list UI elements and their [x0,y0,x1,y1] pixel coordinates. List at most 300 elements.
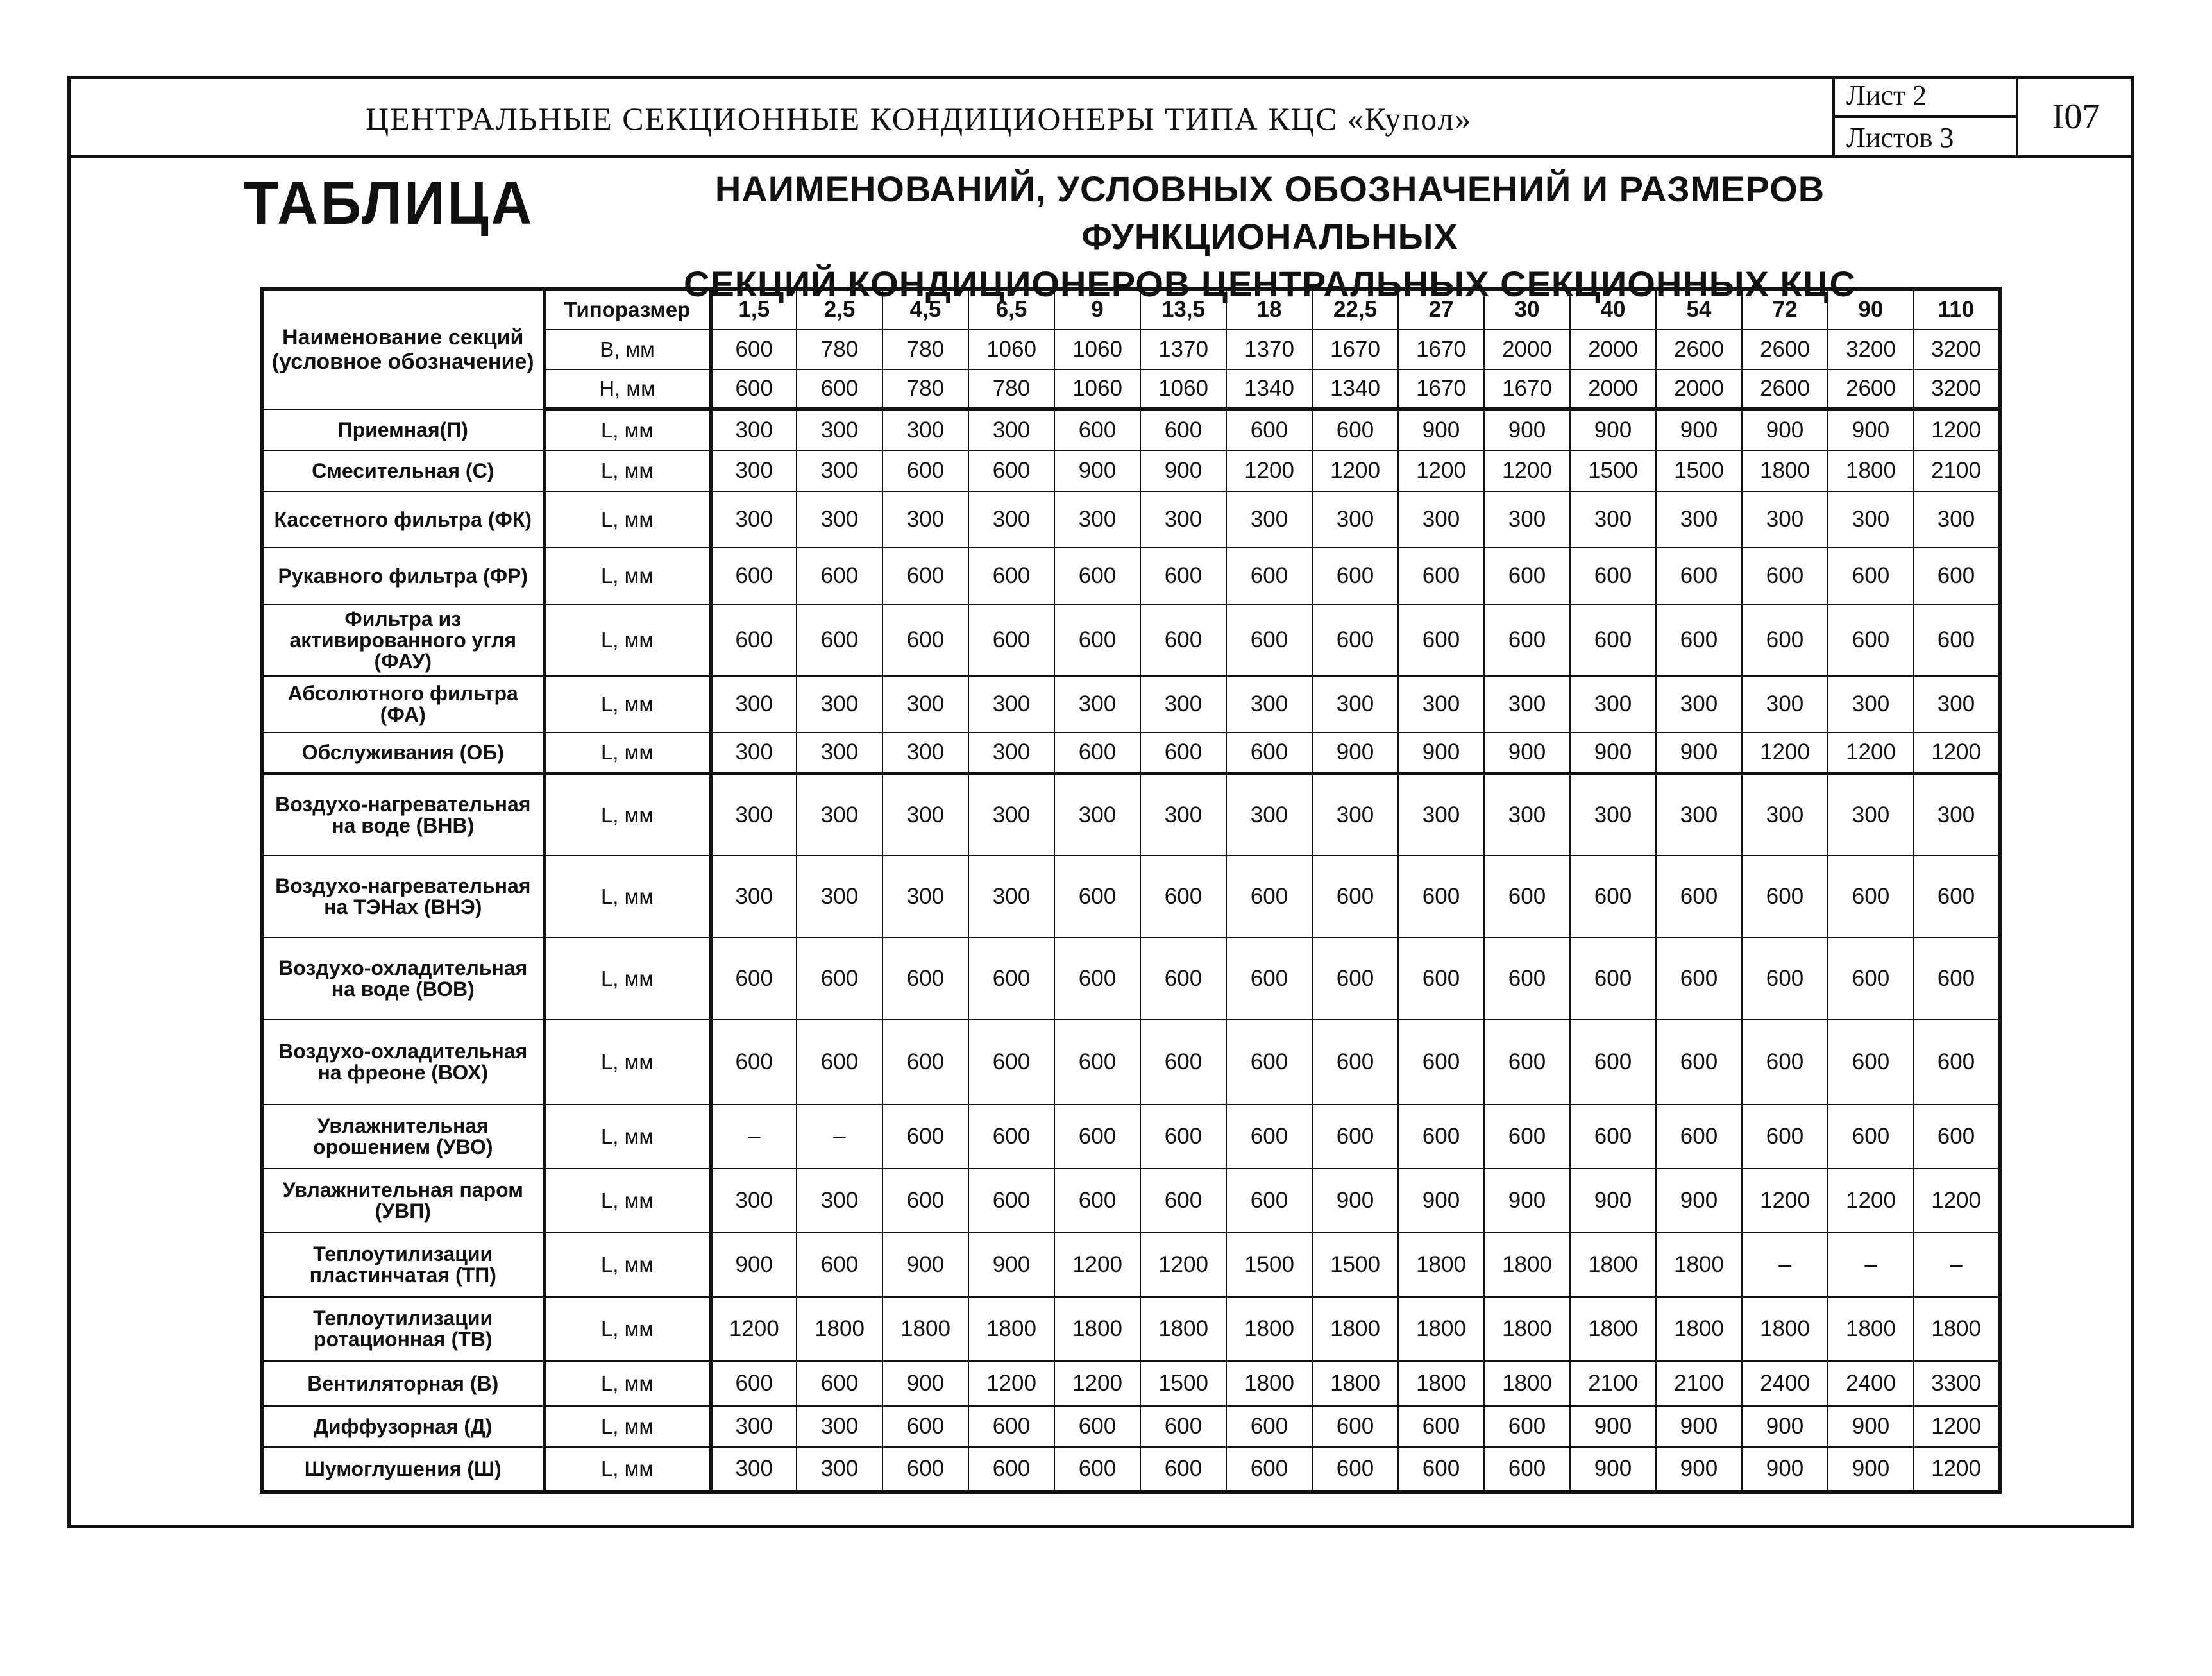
length-cell: 600 [1484,856,1570,938]
section-name: Обслуживания (ОБ) [262,732,544,774]
length-cell: 600 [1828,856,1914,938]
length-cell: – [1742,1233,1828,1297]
length-cell: 600 [1656,1105,1742,1169]
length-cell: 1200 [1398,450,1484,491]
width-cell: 2000 [1570,330,1656,369]
length-cell: 600 [1140,1105,1226,1169]
table-row [262,856,2000,938]
length-cell: 900 [1570,1406,1656,1447]
length-cell: 600 [1054,1169,1140,1233]
size-header: 110 [1914,289,2000,330]
length-cell: 300 [711,774,797,856]
length-cell: 600 [1054,938,1140,1020]
length-cell: 600 [711,1361,797,1406]
unit-label: L, мм [544,732,711,774]
table-row [262,938,2000,1020]
length-cell: 600 [882,604,968,676]
length-cell: 300 [968,491,1054,548]
length-cell: 300 [1570,676,1656,732]
length-cell: 1800 [1484,1233,1570,1297]
table-row [262,491,2000,548]
length-cell: 300 [711,1169,797,1233]
length-cell: 300 [797,491,882,548]
length-cell: 600 [968,604,1054,676]
length-cell: 600 [1140,1020,1226,1105]
length-cell: 600 [882,1020,968,1105]
width-cell: 2600 [1742,330,1828,369]
length-cell: 1800 [1226,1361,1312,1406]
length-cell: 1800 [1054,1297,1140,1361]
length-cell: 600 [1312,409,1398,450]
size-header: 1,5 [711,289,797,330]
length-cell: 600 [1226,732,1312,774]
length-cell: 600 [968,1020,1054,1105]
length-cell: 600 [797,1233,882,1297]
length-cell: 600 [711,548,797,604]
length-cell: 300 [1914,676,2000,732]
table-row [262,1406,2000,1447]
table-row [262,450,2000,491]
length-cell: 600 [1484,938,1570,1020]
length-cell: 600 [1914,938,2000,1020]
length-cell: 600 [882,938,968,1020]
length-cell: 600 [1484,1020,1570,1105]
section-name: Воздухо-нагревательная на воде (ВНВ) [262,774,544,856]
length-cell: 1800 [1570,1297,1656,1361]
length-cell: 600 [1226,409,1312,450]
width-cell: 2600 [1656,330,1742,369]
length-cell: 600 [1140,856,1226,938]
height-cell: 2000 [1570,369,1656,409]
size-header: 90 [1828,289,1914,330]
section-name: Смесительная (С) [262,450,544,491]
length-cell: – [1914,1233,2000,1297]
length-cell: 900 [1398,732,1484,774]
length-cell: 900 [711,1233,797,1297]
length-cell: 600 [1656,1020,1742,1105]
table-row [262,548,2000,604]
length-cell: 300 [797,1406,882,1447]
length-cell: 600 [882,548,968,604]
length-cell: 600 [1312,1447,1398,1492]
length-cell: 600 [1570,856,1656,938]
unit-label: L, мм [544,1105,711,1169]
length-cell: 1800 [882,1297,968,1361]
length-cell: 600 [1914,548,2000,604]
length-cell: 600 [1312,548,1398,604]
length-cell: 300 [1914,491,2000,548]
length-cell: 600 [1484,1105,1570,1169]
length-cell: 600 [1226,604,1312,676]
length-cell: 1800 [1484,1361,1570,1406]
length-cell: 600 [968,1105,1054,1169]
table-row [262,409,2000,450]
table-row [262,604,2000,676]
length-cell: 300 [1484,774,1570,856]
height-cell: 600 [711,369,797,409]
length-cell: 900 [1570,732,1656,774]
table-row [262,1169,2000,1233]
unit-label: L, мм [544,1406,711,1447]
length-cell: 600 [1226,1020,1312,1105]
length-cell: 600 [1828,604,1914,676]
unit-label: L, мм [544,604,711,676]
length-cell: 900 [1398,409,1484,450]
length-cell: 300 [1828,491,1914,548]
length-cell: 300 [711,856,797,938]
unit-label: L, мм [544,1233,711,1297]
size-header: 13,5 [1140,289,1226,330]
length-cell: 900 [1742,1447,1828,1492]
length-cell: 900 [882,1361,968,1406]
length-cell: 900 [1656,1169,1742,1233]
corner-header: Наименование секций (условное обозначение) [262,289,544,409]
section-name: Теплоутилизации пластинчатая (ТП) [262,1233,544,1297]
section-name: Вентиляторная (В) [262,1361,544,1406]
length-cell: 600 [1656,604,1742,676]
length-cell: 300 [1140,491,1226,548]
length-cell: 600 [1312,1406,1398,1447]
height-cell: 1670 [1398,369,1484,409]
length-cell: 600 [968,1447,1054,1492]
length-cell: 600 [1742,604,1828,676]
length-cell: 600 [1398,1105,1484,1169]
length-cell: 300 [711,1447,797,1492]
length-cell: 300 [711,1406,797,1447]
length-cell: 600 [1656,938,1742,1020]
width-cell: 2000 [1484,330,1570,369]
length-cell: 300 [1226,491,1312,548]
width-cell: 780 [882,330,968,369]
length-cell: 1200 [1484,450,1570,491]
length-cell: 300 [797,1447,882,1492]
length-cell: 600 [711,604,797,676]
length-cell: 300 [1398,774,1484,856]
table-heading-line-1: НАИМЕНОВАНИЙ, УСЛОВНЫХ ОБОЗНАЧЕНИЙ И РАЗМЕРОВ ФУНКЦИОНАЛЬНЫХ [714,169,1825,257]
length-cell: 600 [882,1105,968,1169]
size-header: 18 [1226,289,1312,330]
length-cell: 1800 [1828,1297,1914,1361]
height-label: Н, мм [544,369,711,409]
length-cell: 300 [1226,774,1312,856]
length-cell: 900 [1828,1406,1914,1447]
length-cell: 300 [1656,676,1742,732]
length-cell: 1800 [1484,1297,1570,1361]
length-cell: 300 [797,450,882,491]
size-header: 9 [1054,289,1140,330]
length-cell: 900 [1484,732,1570,774]
size-header: 4,5 [882,289,968,330]
table-row [262,774,2000,856]
length-cell: 600 [1398,938,1484,1020]
length-cell: 600 [1054,1447,1140,1492]
section-name: Увлажнительная паром (УВП) [262,1169,544,1233]
length-cell: 600 [1570,1020,1656,1105]
length-cell: 600 [1742,1020,1828,1105]
length-cell: 300 [1140,774,1226,856]
length-cell: 900 [1054,450,1140,491]
length-cell: 900 [1742,1406,1828,1447]
length-cell: 2100 [1570,1361,1656,1406]
height-cell: 2600 [1742,369,1828,409]
length-cell: 900 [1484,1169,1570,1233]
length-cell: 1200 [1312,450,1398,491]
unit-label: L, мм [544,1020,711,1105]
width-cell: 600 [711,330,797,369]
length-cell: 300 [1656,491,1742,548]
length-cell: 600 [1312,938,1398,1020]
length-cell: 1200 [968,1361,1054,1406]
width-cell: 1670 [1312,330,1398,369]
length-cell: 1800 [1398,1361,1484,1406]
length-cell: 900 [1312,732,1398,774]
length-cell: 600 [1312,1020,1398,1105]
length-cell: 600 [1140,938,1226,1020]
unit-label: L, мм [544,774,711,856]
length-cell: 300 [882,676,968,732]
section-name: Кассетного фильтра (ФК) [262,491,544,548]
length-cell: 1500 [1570,450,1656,491]
length-cell: 600 [797,1020,882,1105]
section-name: Диффузорная (Д) [262,1406,544,1447]
length-cell: 1800 [1312,1297,1398,1361]
length-cell: 600 [968,1169,1054,1233]
length-cell: 300 [1312,491,1398,548]
section-name: Увлажнительная орошением (УВО) [262,1105,544,1169]
length-cell: 300 [711,732,797,774]
length-cell: 600 [1570,604,1656,676]
length-cell: 600 [1742,856,1828,938]
length-cell: 600 [1054,732,1140,774]
length-cell: 1200 [1828,732,1914,774]
length-cell: 900 [1312,1169,1398,1233]
length-cell: 900 [968,1233,1054,1297]
section-name: Фильтра из активированного угля (ФАУ) [262,604,544,676]
length-cell: 600 [1312,856,1398,938]
length-cell: 1800 [1828,450,1914,491]
length-cell: 3300 [1914,1361,2000,1406]
length-cell: 300 [1054,676,1140,732]
width-label: В, мм [544,330,711,369]
page-number: I07 [2052,97,2100,137]
document-title: ЦЕНТРАЛЬНЫЕ СЕКЦИОННЫЕ КОНДИЦИОНЕРЫ ТИПА КЦС «Купол» [366,101,1473,137]
length-cell: 600 [1226,856,1312,938]
length-cell: 1200 [1914,732,2000,774]
table-row [262,1105,2000,1169]
length-cell: 1500 [1656,450,1742,491]
length-cell: 300 [1398,676,1484,732]
section-name: Шумоглушения (Ш) [262,1447,544,1492]
unit-label: L, мм [544,1447,711,1492]
unit-label: L, мм [544,676,711,732]
length-cell: 300 [797,774,882,856]
length-cell: 600 [1054,409,1140,450]
length-cell: 300 [1054,774,1140,856]
length-cell: 1500 [1312,1233,1398,1297]
length-cell: 1200 [1914,1169,2000,1233]
height-cell: 1060 [1054,369,1140,409]
length-cell: 900 [1828,409,1914,450]
length-cell: 600 [1140,604,1226,676]
length-cell: 600 [1914,1105,2000,1169]
section-name: Теплоутилизации ротационная (ТВ) [262,1297,544,1361]
length-cell: 1800 [968,1297,1054,1361]
length-cell: 300 [1570,774,1656,856]
length-cell: 2100 [1656,1361,1742,1406]
length-cell: 600 [968,938,1054,1020]
length-cell: 1200 [1742,732,1828,774]
length-cell: 600 [1570,938,1656,1020]
length-cell: 600 [1828,548,1914,604]
length-cell: 300 [968,774,1054,856]
length-cell: 600 [1226,1406,1312,1447]
length-cell: – [711,1105,797,1169]
length-cell: 1200 [711,1297,797,1361]
unit-label: L, мм [544,548,711,604]
length-cell: 1800 [797,1297,882,1361]
size-header: 40 [1570,289,1656,330]
length-cell: 300 [1914,774,2000,856]
size-header: 30 [1484,289,1570,330]
length-cell: 1800 [1742,450,1828,491]
length-cell: 300 [797,1169,882,1233]
table-row [262,732,2000,774]
length-cell: 600 [1398,856,1484,938]
sheet-count: Листов 3 [1835,115,2016,158]
size-header: 22,5 [1312,289,1398,330]
length-cell: 600 [1226,548,1312,604]
length-cell: 300 [711,409,797,450]
length-cell: 300 [1828,676,1914,732]
length-cell: 1800 [1742,1297,1828,1361]
length-cell: 600 [968,1406,1054,1447]
length-cell: 300 [1742,491,1828,548]
length-cell: 600 [1312,1105,1398,1169]
section-name: Абсолютного фильтра (ФА) [262,676,544,732]
length-cell: 1800 [1312,1361,1398,1406]
height-cell: 2000 [1656,369,1742,409]
width-cell: 780 [797,330,882,369]
length-cell: 600 [1484,604,1570,676]
length-cell: 900 [1570,1169,1656,1233]
length-cell: 1800 [1656,1233,1742,1297]
length-cell: 600 [1398,1447,1484,1492]
length-cell: 300 [1656,774,1742,856]
size-header: 27 [1398,289,1484,330]
height-cell: 1060 [1140,369,1226,409]
length-cell: 600 [1570,548,1656,604]
length-cell: 600 [1914,604,2000,676]
length-cell: 600 [1742,548,1828,604]
length-cell: 900 [1484,409,1570,450]
height-cell: 1340 [1226,369,1312,409]
height-cell: 780 [882,369,968,409]
length-cell: 300 [1828,774,1914,856]
length-cell: 600 [1484,1406,1570,1447]
height-cell: 600 [797,369,882,409]
length-cell: 300 [1484,676,1570,732]
length-cell: 600 [1054,1406,1140,1447]
length-cell: 600 [1656,548,1742,604]
length-cell: 300 [882,732,968,774]
length-cell: 600 [1054,548,1140,604]
section-name: Рукавного фильтра (ФР) [262,548,544,604]
length-cell: 900 [1656,732,1742,774]
length-cell: 300 [968,676,1054,732]
height-cell: 780 [968,369,1054,409]
length-cell: 2100 [1914,450,2000,491]
width-cell: 3200 [1828,330,1914,369]
length-cell: 1200 [1054,1361,1140,1406]
length-cell: 600 [797,938,882,1020]
length-cell: 600 [797,548,882,604]
length-cell: 300 [797,409,882,450]
length-cell: 300 [968,409,1054,450]
width-cell: 1370 [1140,330,1226,369]
length-cell: 300 [968,856,1054,938]
section-name: Воздухо-охладительная на фреоне (ВОХ) [262,1020,544,1105]
length-cell: 900 [882,1233,968,1297]
length-cell: 900 [1656,1447,1742,1492]
height-cell: 1340 [1312,369,1398,409]
length-cell: 600 [1312,604,1398,676]
unit-label: L, мм [544,1169,711,1233]
length-cell: 1200 [1054,1233,1140,1297]
length-cell: 600 [1742,938,1828,1020]
length-cell: 900 [1828,1447,1914,1492]
unit-label: L, мм [544,450,711,491]
sheet-info-box [1832,76,2018,158]
length-cell: 600 [711,938,797,1020]
length-cell: 600 [1140,1447,1226,1492]
height-cell: 3200 [1914,369,2000,409]
length-cell: 600 [1226,1169,1312,1233]
width-cell: 3200 [1914,330,2000,369]
length-cell: 1800 [1914,1297,2000,1361]
length-cell: 600 [1054,856,1140,938]
length-cell: 1800 [1398,1233,1484,1297]
length-cell: 300 [711,450,797,491]
length-cell: 600 [882,1406,968,1447]
length-cell: 600 [1398,1020,1484,1105]
length-cell: 600 [1828,1020,1914,1105]
length-cell: 600 [1140,1169,1226,1233]
length-cell: 600 [968,548,1054,604]
length-cell: 600 [1398,1406,1484,1447]
length-cell: 900 [1656,1406,1742,1447]
length-cell: 600 [882,1169,968,1233]
table-row [262,1020,2000,1105]
header-row-sizes [262,289,2000,330]
unit-label: L, мм [544,491,711,548]
length-cell: 900 [1570,409,1656,450]
length-cell: 600 [1226,1105,1312,1169]
length-cell: 300 [1742,676,1828,732]
length-cell: 600 [1828,1105,1914,1169]
size-header: 6,5 [968,289,1054,330]
length-cell: 600 [1140,732,1226,774]
tiporazmer-header: Типоразмер [544,289,711,330]
length-cell: 600 [797,1361,882,1406]
length-cell: – [1828,1233,1914,1297]
length-cell: 1500 [1140,1361,1226,1406]
length-cell: 300 [1570,491,1656,548]
length-cell: 1500 [1226,1233,1312,1297]
table-row [262,1297,2000,1361]
size-header: 54 [1656,289,1742,330]
length-cell: 1800 [1398,1297,1484,1361]
width-cell: 1060 [968,330,1054,369]
